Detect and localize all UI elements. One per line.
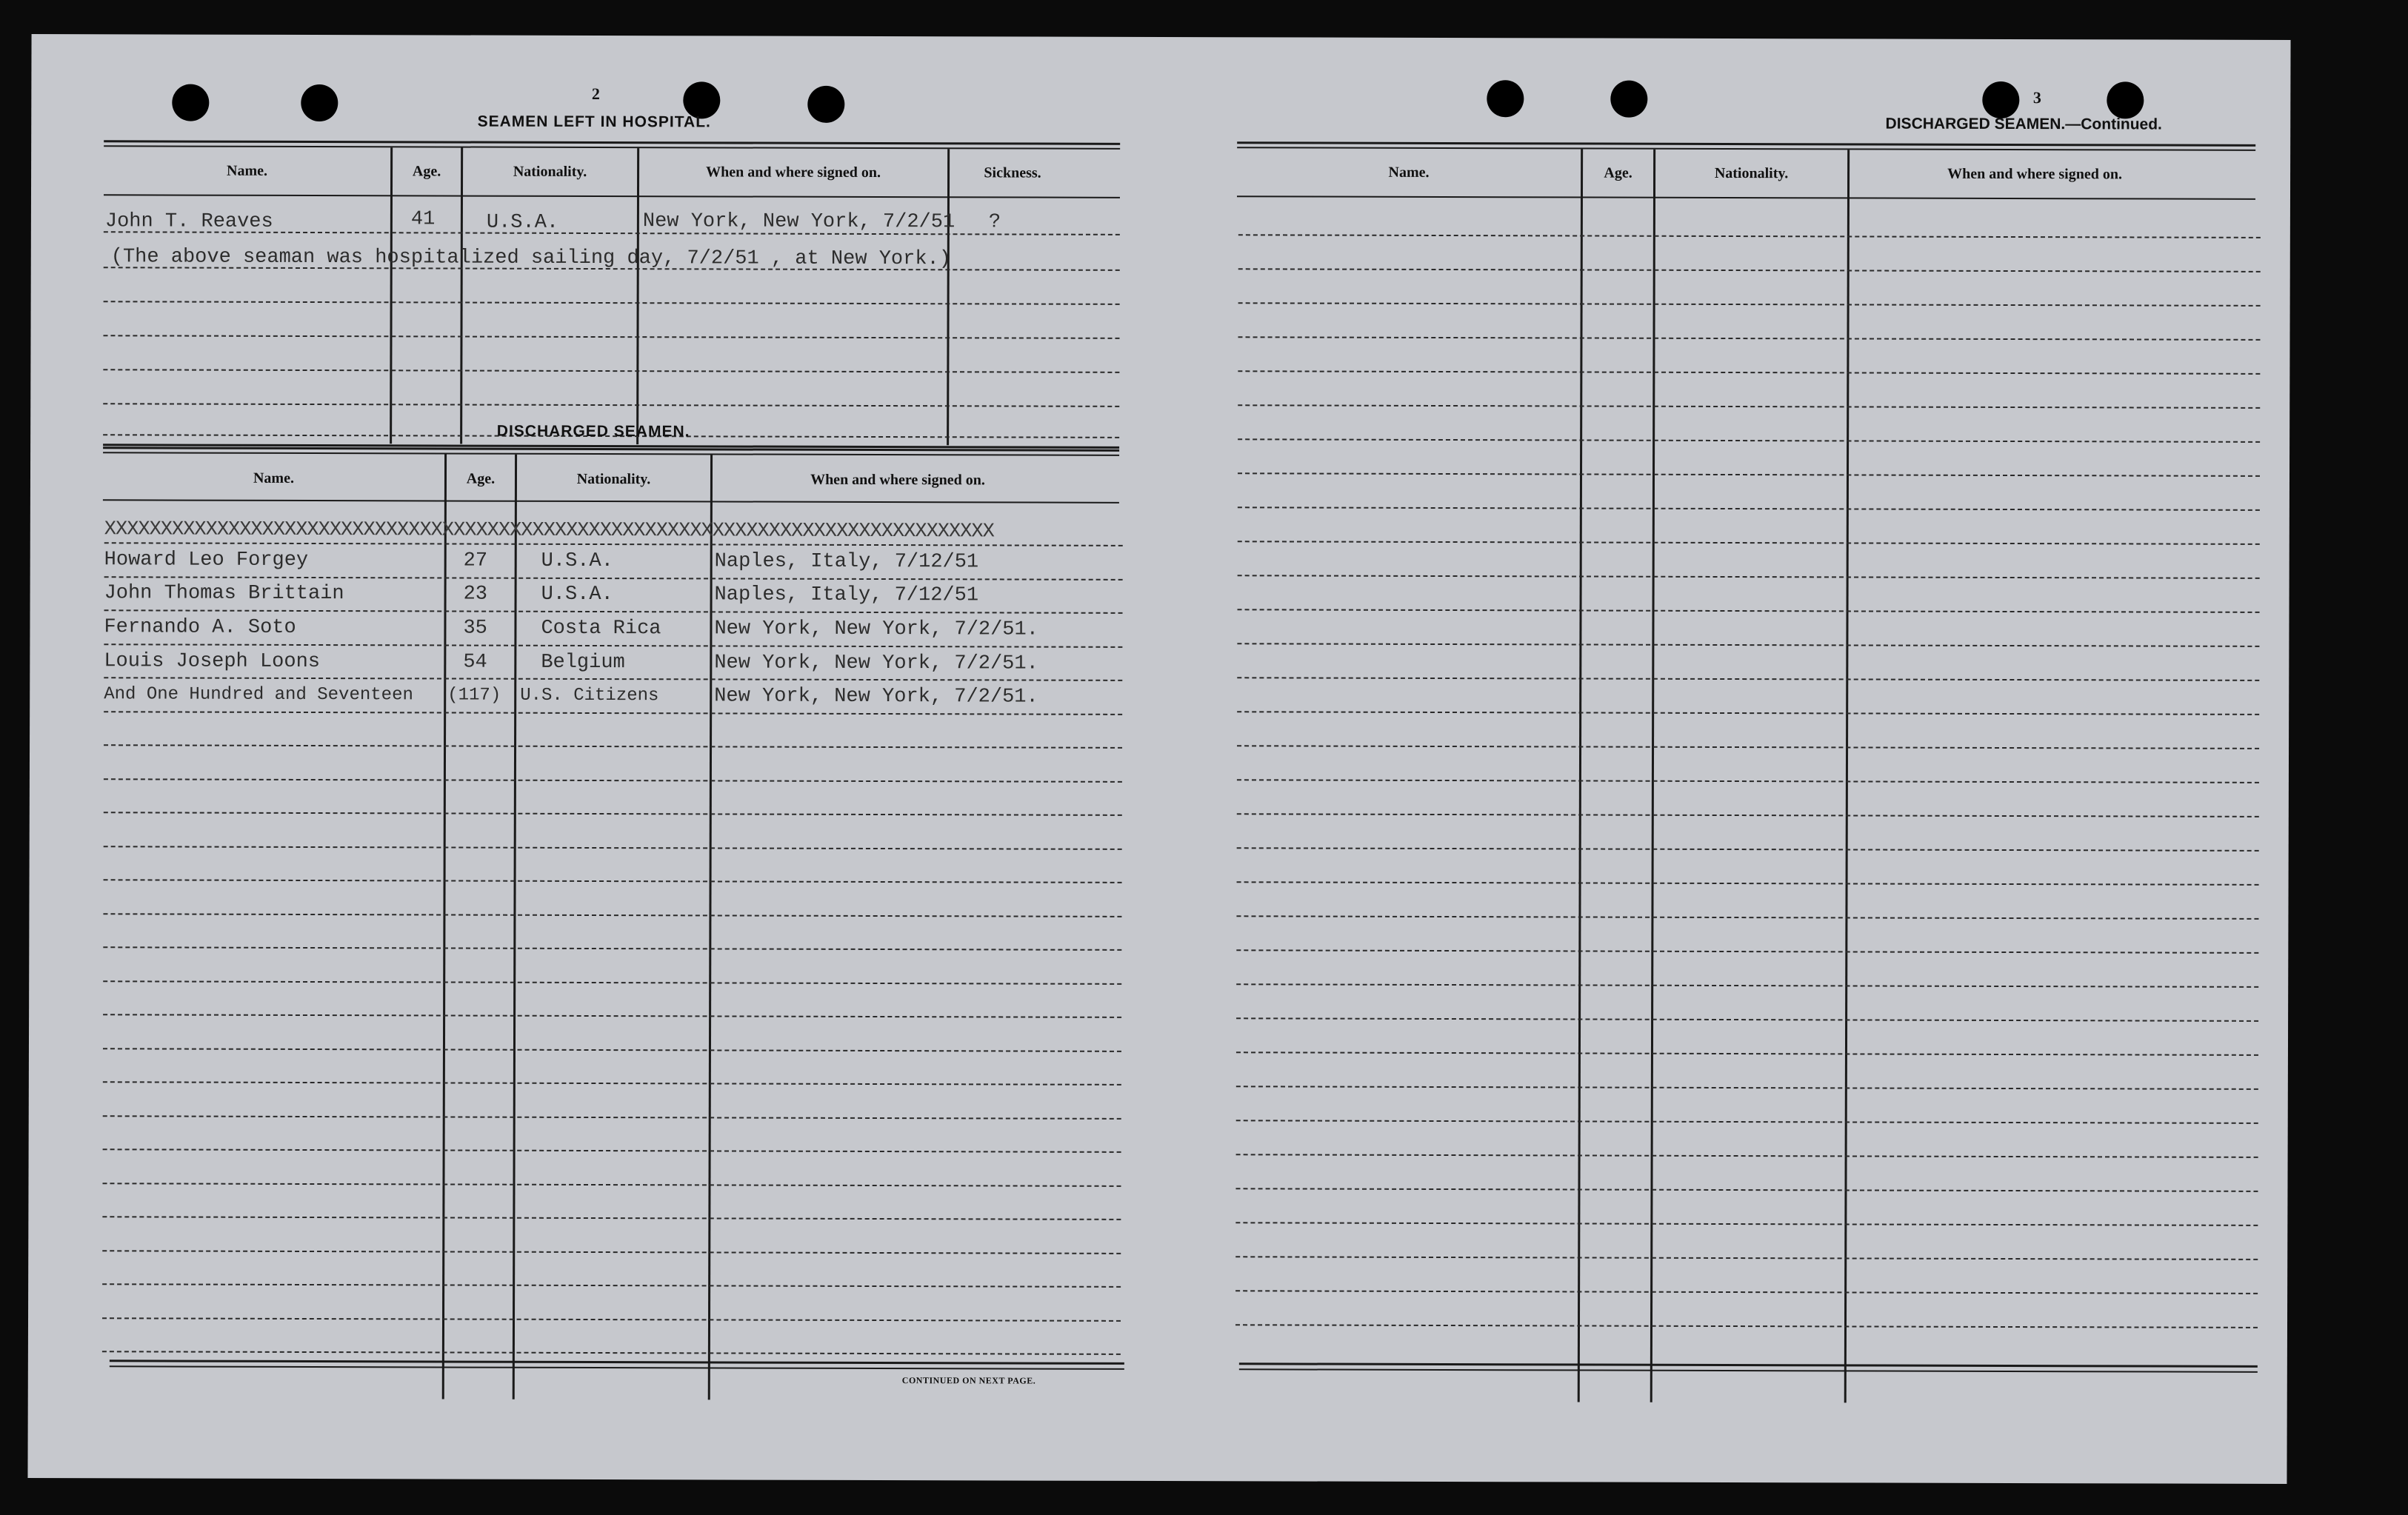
punch-hole xyxy=(807,86,844,123)
table-bottom-rule xyxy=(110,1365,1124,1370)
discharged-signed-on-5: New York, New York, 7/2/51. xyxy=(714,685,1038,709)
row-line xyxy=(104,711,1122,715)
row-line xyxy=(104,643,1122,648)
row-line xyxy=(1237,677,2259,681)
row-line xyxy=(103,369,1119,373)
row-line xyxy=(1238,268,2261,272)
discharged-age-4: 54 xyxy=(463,651,487,674)
column-rule xyxy=(636,148,639,444)
discharged-nationality-5: U.S. Citizens xyxy=(520,685,659,706)
table-bottom-rule xyxy=(110,1360,1124,1365)
discharged-name-5: And One Hundred and Seventeen xyxy=(104,684,413,706)
row-line xyxy=(1238,506,2260,511)
left-page xyxy=(27,34,1157,1481)
row-line xyxy=(102,1250,1121,1254)
row-line xyxy=(102,1216,1121,1220)
table-top-rule xyxy=(1237,141,2255,147)
row-line xyxy=(1236,1120,2258,1124)
row-line xyxy=(103,403,1119,407)
right-section-title: DISCHARGED SEAMEN.—Continued. xyxy=(1885,115,2162,133)
right-page xyxy=(1168,37,2290,1484)
table-top-rule xyxy=(1237,147,2255,151)
row-line xyxy=(103,1014,1121,1018)
continued-footer: CONTINUED ON NEXT PAGE. xyxy=(901,1375,1036,1386)
row-line xyxy=(104,778,1122,783)
right-row-lines xyxy=(1173,37,2291,40)
row-line xyxy=(1236,1086,2258,1090)
row-line xyxy=(104,744,1122,749)
col-header-age: Age. xyxy=(412,163,441,180)
discharged-age-3: 35 xyxy=(463,617,487,640)
table-top-rule xyxy=(104,145,1120,150)
row-line xyxy=(1237,813,2259,817)
row-line xyxy=(1236,1154,2258,1158)
hospital-section-title: SEAMEN LEFT IN HOSPITAL. xyxy=(477,113,711,131)
col-header-nationality: Nationality. xyxy=(513,163,587,180)
row-line xyxy=(1235,1290,2258,1294)
row-line xyxy=(102,1317,1121,1322)
col-header-sickness: Sickness. xyxy=(984,164,1041,181)
row-line xyxy=(104,879,1122,883)
row-line xyxy=(1238,336,2260,341)
row-line xyxy=(1237,643,2259,647)
column-rule xyxy=(460,148,463,444)
struck-out-row: XXXXXXXXXXXXXXXXXXXXXXXXXXXXXXXXXXXXXXXXXXXXXXXXXXXXXXXXXXXXXXXXXXXXXXXXXXXXXXX xyxy=(104,518,994,544)
row-line xyxy=(1237,881,2259,886)
discharged-nationality-4: Belgium xyxy=(541,651,625,675)
col-header-signed-on: When and where signed on. xyxy=(810,471,985,489)
row-line xyxy=(1235,1222,2258,1226)
discharged-nationality-1: U.S.A. xyxy=(541,549,613,573)
row-line xyxy=(1237,779,2259,783)
discharged-signed-on-2: Naples, Italy, 7/12/51 xyxy=(714,583,979,607)
hospital-nationality: U.S.A. xyxy=(486,211,559,234)
row-line xyxy=(103,335,1119,339)
row-line xyxy=(1238,438,2260,443)
page-number: 2 xyxy=(591,84,600,104)
page-number: 3 xyxy=(2032,88,2041,107)
row-line xyxy=(104,576,1123,581)
hospital-signed-on: New York, New York, 7/2/51 xyxy=(642,210,955,234)
discharged-section-title: DISCHARGED SEAMEN. xyxy=(496,422,690,441)
table-top-rule xyxy=(103,452,1119,456)
row-line xyxy=(1238,370,2260,375)
table-top-rule xyxy=(104,140,1120,145)
discharged-nationality-3: Costa Rica xyxy=(541,617,661,641)
row-line xyxy=(104,846,1122,850)
row-line xyxy=(104,301,1120,305)
punch-hole xyxy=(2107,81,2144,118)
row-line xyxy=(103,913,1121,917)
discharged-age-1: 27 xyxy=(463,549,488,572)
hospital-note: (The above seaman was hospitalized sailing day, 7/2/51 , at New York.) xyxy=(110,246,951,271)
discharged-name-3: Fernando A. Soto xyxy=(104,616,296,639)
row-line xyxy=(1235,1324,2258,1328)
column-rule xyxy=(513,455,517,1399)
hospital-name: John T. Reaves xyxy=(104,210,273,233)
column-rule xyxy=(708,455,713,1399)
row-line xyxy=(1235,1188,2258,1192)
row-line xyxy=(1237,745,2259,749)
row-line xyxy=(1236,915,2258,920)
row-line xyxy=(1238,609,2260,613)
row-line xyxy=(1237,847,2259,852)
table-bottom-rule xyxy=(1239,1368,2258,1373)
discharged-name-2: John Thomas Brittain xyxy=(104,582,344,606)
row-line xyxy=(1238,234,2261,238)
discharged-nationality-2: U.S.A. xyxy=(541,583,613,606)
column-rule xyxy=(442,454,447,1399)
hospital-sickness: ? xyxy=(988,211,1001,234)
row-line xyxy=(1236,1051,2258,1056)
discharged-signed-on-3: New York, New York, 7/2/51. xyxy=(714,618,1038,641)
row-line xyxy=(1237,711,2259,715)
punch-hole xyxy=(1610,81,1647,118)
hospital-age: 41 xyxy=(410,208,436,231)
row-line xyxy=(103,980,1121,985)
discharged-signed-on-1: Naples, Italy, 7/12/51 xyxy=(714,550,979,574)
row-line xyxy=(102,1183,1121,1187)
discharged-name-1: Howard Leo Forgey xyxy=(104,549,309,572)
col-header-nationality: Nationality. xyxy=(1714,164,1789,182)
row-line xyxy=(1238,541,2260,545)
row-line xyxy=(104,677,1122,681)
row-line xyxy=(1236,949,2258,954)
row-line xyxy=(103,1148,1121,1153)
col-header-signed-on: When and where signed on. xyxy=(706,164,881,181)
left-row-lines xyxy=(32,34,1158,37)
col-header-name: Name. xyxy=(1388,164,1430,181)
row-line xyxy=(1236,983,2258,988)
column-rule xyxy=(390,147,393,444)
row-line xyxy=(1235,1256,2258,1260)
discharged-age-2: 23 xyxy=(463,583,488,606)
row-line xyxy=(1238,302,2261,307)
discharged-signed-on-4: New York, New York, 7/2/51. xyxy=(714,652,1038,675)
row-line xyxy=(102,1283,1121,1288)
header-bottom-rule xyxy=(103,499,1119,504)
row-line xyxy=(1236,1017,2258,1022)
discharged-name-4: Louis Joseph Loons xyxy=(104,650,321,674)
row-line xyxy=(1238,404,2260,409)
col-header-name: Name. xyxy=(253,469,295,486)
punch-hole xyxy=(1982,81,2019,118)
col-header-nationality: Nationality. xyxy=(576,470,651,488)
col-header-signed-on: When and where signed on. xyxy=(1947,165,2122,183)
header-bottom-rule xyxy=(104,194,1120,198)
punch-hole xyxy=(172,84,209,121)
row-line xyxy=(1238,472,2260,477)
header-bottom-rule xyxy=(1237,195,2255,200)
column-rule xyxy=(947,149,950,445)
discharged-age-5: (117) xyxy=(447,685,501,706)
row-line xyxy=(102,1351,1121,1355)
row-line xyxy=(103,1115,1121,1120)
table-bottom-rule xyxy=(1239,1362,2258,1368)
col-header-name: Name. xyxy=(227,162,268,179)
row-line xyxy=(103,1081,1121,1086)
document-sheet xyxy=(27,34,2290,1484)
punch-hole xyxy=(1487,80,1524,117)
row-line xyxy=(103,1048,1121,1052)
punch-hole xyxy=(301,84,338,121)
row-line xyxy=(1238,575,2260,579)
row-line xyxy=(103,946,1121,951)
row-line xyxy=(104,812,1122,816)
col-header-age: Age. xyxy=(466,470,496,487)
col-header-age: Age. xyxy=(1604,164,1632,181)
row-line xyxy=(104,609,1123,614)
